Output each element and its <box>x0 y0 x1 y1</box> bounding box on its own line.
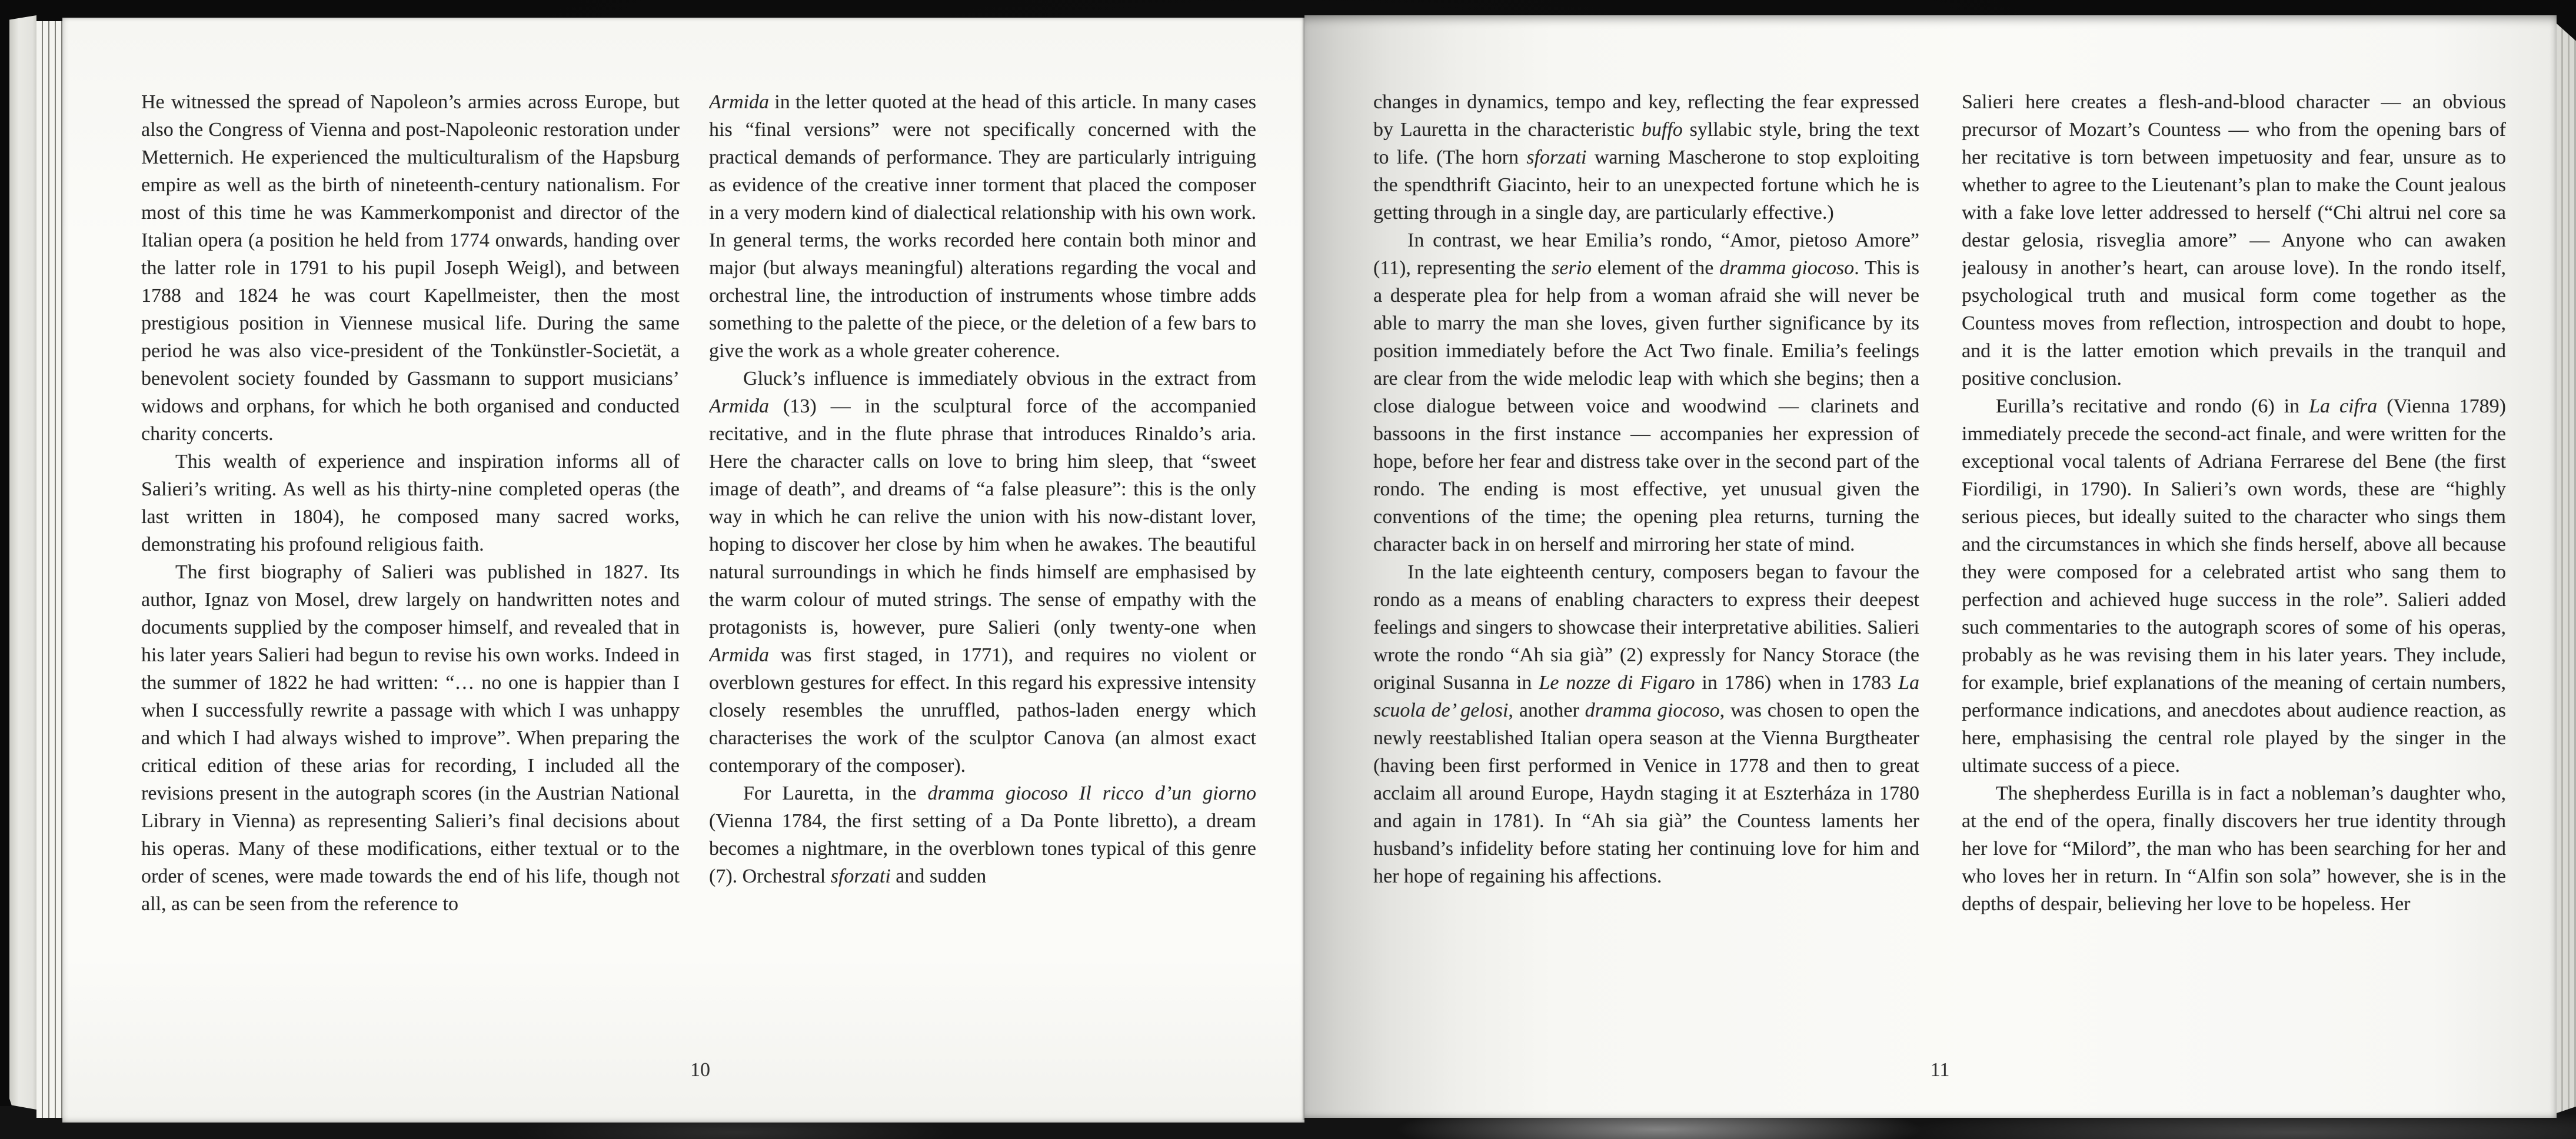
paragraph: For Lauretta, in the dramma giocoso Il ricco d’un giorno (Vienna 1784, the first setting of a Da Ponte libretto), a dream becomes a nightmare, in the overblown tones typical of this genre (7). Orchestral sforzati and sudden <box>709 782 1256 887</box>
text-column-2 <box>709 88 1256 1077</box>
text-column-1 <box>141 88 680 1077</box>
paragraph: Eurilla’s recitative and rondo (6) in La cifra (Vienna 1789) immediately precede the second-act finale, and were written for the exceptional vocal talents of Adriana Ferrarese del Bene (the first Fiordiligi, in 1790). In Salieri’s own words, these are “highly serious pieces, but ideally suited to the character who sings them and the circumstances in which she finds herself, above all because they were composed for a celebrated artist who sang them to perfection and achieved huge success in the role”. Salieri added such commentaries to the autograph scores of some of his operas, probably as he was revising them in his later years. They include, for example, brief explanations of the meaning of certain numbers, performance indications, and anecdotes about audience reaction, as here, emphasising the central role played by the singer in the ultimate success of a piece. <box>1962 395 2506 777</box>
paragraph: The shepherdess Eurilla is in fact a nobleman’s daughter who, at the end of the opera, finally discovers her true identity through her love for “Milord”, the man who has been searching for her and who loves her in return. In “Alfin son sola” however, she is in the depths of despair, believing her love to be hopeless. Her <box>1962 782 2506 915</box>
paragraph: Armida in the letter quoted at the head of this article. In many cases his “final versions” were not specifically concerned with the practical demands of performance. They are particularly intriguing as evidence of the creative inner torment that placed the composer in a very modern kind of dialectical relationship with his own work. In general terms, the works recorded here contain both minor and major (but always meaningful) alterations regarding the vocal and orchestral line, the introduction of instruments whose timbre adds something to the palette of the piece, or the deletion of a few bars to give the work as a whole greater coherence. <box>709 91 1256 362</box>
page-edges-right <box>2557 24 2576 1113</box>
page-number-left: 10 <box>690 1059 710 1081</box>
paragraph: Salieri here creates a flesh-and-blood character — an obvious precursor of Mozart’s Countess — who from the opening bars of her recitative is torn between impetuosity and fear, unsure as to whether to agree to the Lieutenant’s plan to make the Count jealous with a fake love letter addressed to herself (“Chi altrui nel core sa destar gelosia, risveglia amore” — Anyone who can awaken jealousy in another’s heart, can arouse love). In the rondo itself, psychological truth and musical form come together as the Countess moves from reflection, introspection and doubt to hope, and it is the latter emotion which prevails in the tranquil and positive conclusion. <box>1962 91 2506 389</box>
text-column-3 <box>1373 88 1919 1077</box>
paragraph: Gluck’s influence is immediately obvious in the extract from Armida (13) — in the sculptural force of the accompanied recitative, and in the flute phrase that introduces Rinaldo’s aria. Here the character calls on love to bring him sleep, that “sweet image of death”, and dreams of “a false pleasure”: this is the only way in which he can relive the union with his now-distant lover, hoping to discover her close by him when he awakes. The beautiful natural surroundings in which he finds himself are emphasised by the warm colour of muted strings. The sense of empathy with the protagonists is, however, pure Salieri (only twenty-one when Armida was first staged, in 1771), and requires no violent or overblown gestures for effect. In this regard his expressive intensity closely resembles the unruffled, pathos-laden energy which characterises the work of the sculptor Canova (an almost exact contemporary of the composer). <box>709 368 1256 777</box>
paragraph: In the late eighteenth century, composers began to favour the rondo as a means of enabling characters to express their deepest feelings and singers to showcase their interpretative abilities. Salieri wrote the rondo “Ah sia già” (2) expressly for Nancy Storace (the original Susanna in Le nozze di Figaro in 1786) when in 1783 La scuola de’ gelosi, another dramma giocoso, was chosen to open the newly reestablished Italian opera season at the Vienna Burgtheater (having been first performed in Venice in 1778 and then to great acclaim all around Europe, Haydn staging it at Eszterháza in 1780 and again in 1781). In “Ah sia già” the Countess laments her husband’s infidelity before stating her continuing love for him and her hope of regaining his affections. <box>1373 561 1919 887</box>
paragraph: He witnessed the spread of Napoleon’s armies across Europe, but also the Congress of Vienna and post-Napoleonic restoration under Metternich. He experienced the multiculturalism of the Hapsburg empire as well as the birth of nineteenth-century nationalism. For most of this time he was Kammerkomponist and director of the Italian opera (a position he held from 1774 onwards, handing over the latter role in 1791 to his pupil Joseph Weigl), and between 1788 and 1824 he was court Kapellmeister, then the most prestigious position in Viennese musical life. During the same period he was also vice-president of the Tonkünstler-Societät, a benevolent society founded by Gassmann to support musicians’ widows and orphans, for which he both organised and conducted charity concerts. <box>141 91 680 445</box>
paragraph: The first biography of Salieri was published in 1827. Its author, Ignaz von Mosel, drew largely on handwritten notes and documents supplied by the composer himself, and revealed that in his later years Salieri had begun to revise his own works. Indeed in the summer of 1822 he had written: “… no one is happier than I when I successfully rewrite a passage with which I was unhappy and which I had always wished to improve”. When preparing the critical edition of these arias for recording, I included all the revisions present in the autograph scores (in the Austrian National Library in Vienna) as representing Salieri’s final decisions about his operas. Many of these modifications, either textual or to the order of scenes, were made towards the end of his life, though not all, as can be seen from the reference to <box>141 561 680 915</box>
book-cover-edge <box>9 15 36 1110</box>
paragraph: This wealth of experience and inspiration informs all of Salieri’s writing. As well as his thirty-nine completed operas (the last written in 1804), he composed many sacred works, demonstrating his profound religious faith. <box>141 451 680 555</box>
book-gutter <box>1302 16 1304 1120</box>
text-column-4 <box>1962 88 2506 1077</box>
page-edges-left <box>36 21 62 1118</box>
page-number-right: 11 <box>1930 1059 1950 1081</box>
paragraph: changes in dynamics, tempo and key, reflecting the fear expressed by Lauretta in the characteristic buffo syllabic style, bring the text to life. (The horn sforzati warning Mascherone to stop exploiting the spendthrift Giacinto, heir to an unexpected fortune which he is getting through in a single day, are particularly effective.) <box>1373 91 1919 224</box>
paragraph: In contrast, we hear Emilia’s rondo, “Amor, pietoso Amore” (11), representing the serio element of the dramma giocoso. This is a desperate plea for help from a woman afraid she will never be able to marry the man she loves, given further significance by its position immediately before the Act Two finale. Emilia’s feelings are clear from the wide melodic leap with which she begins; then a close dialogue between voice and woodwind — clarinets and bassoons in the first instance — accompanies her expression of hope, before her fear and distress take over in the second part of the rondo. The ending is most effective, yet unusual given the conventions of the time; the opening plea returns, turning the character back in on herself and mirroring her state of mind. <box>1373 229 1919 555</box>
